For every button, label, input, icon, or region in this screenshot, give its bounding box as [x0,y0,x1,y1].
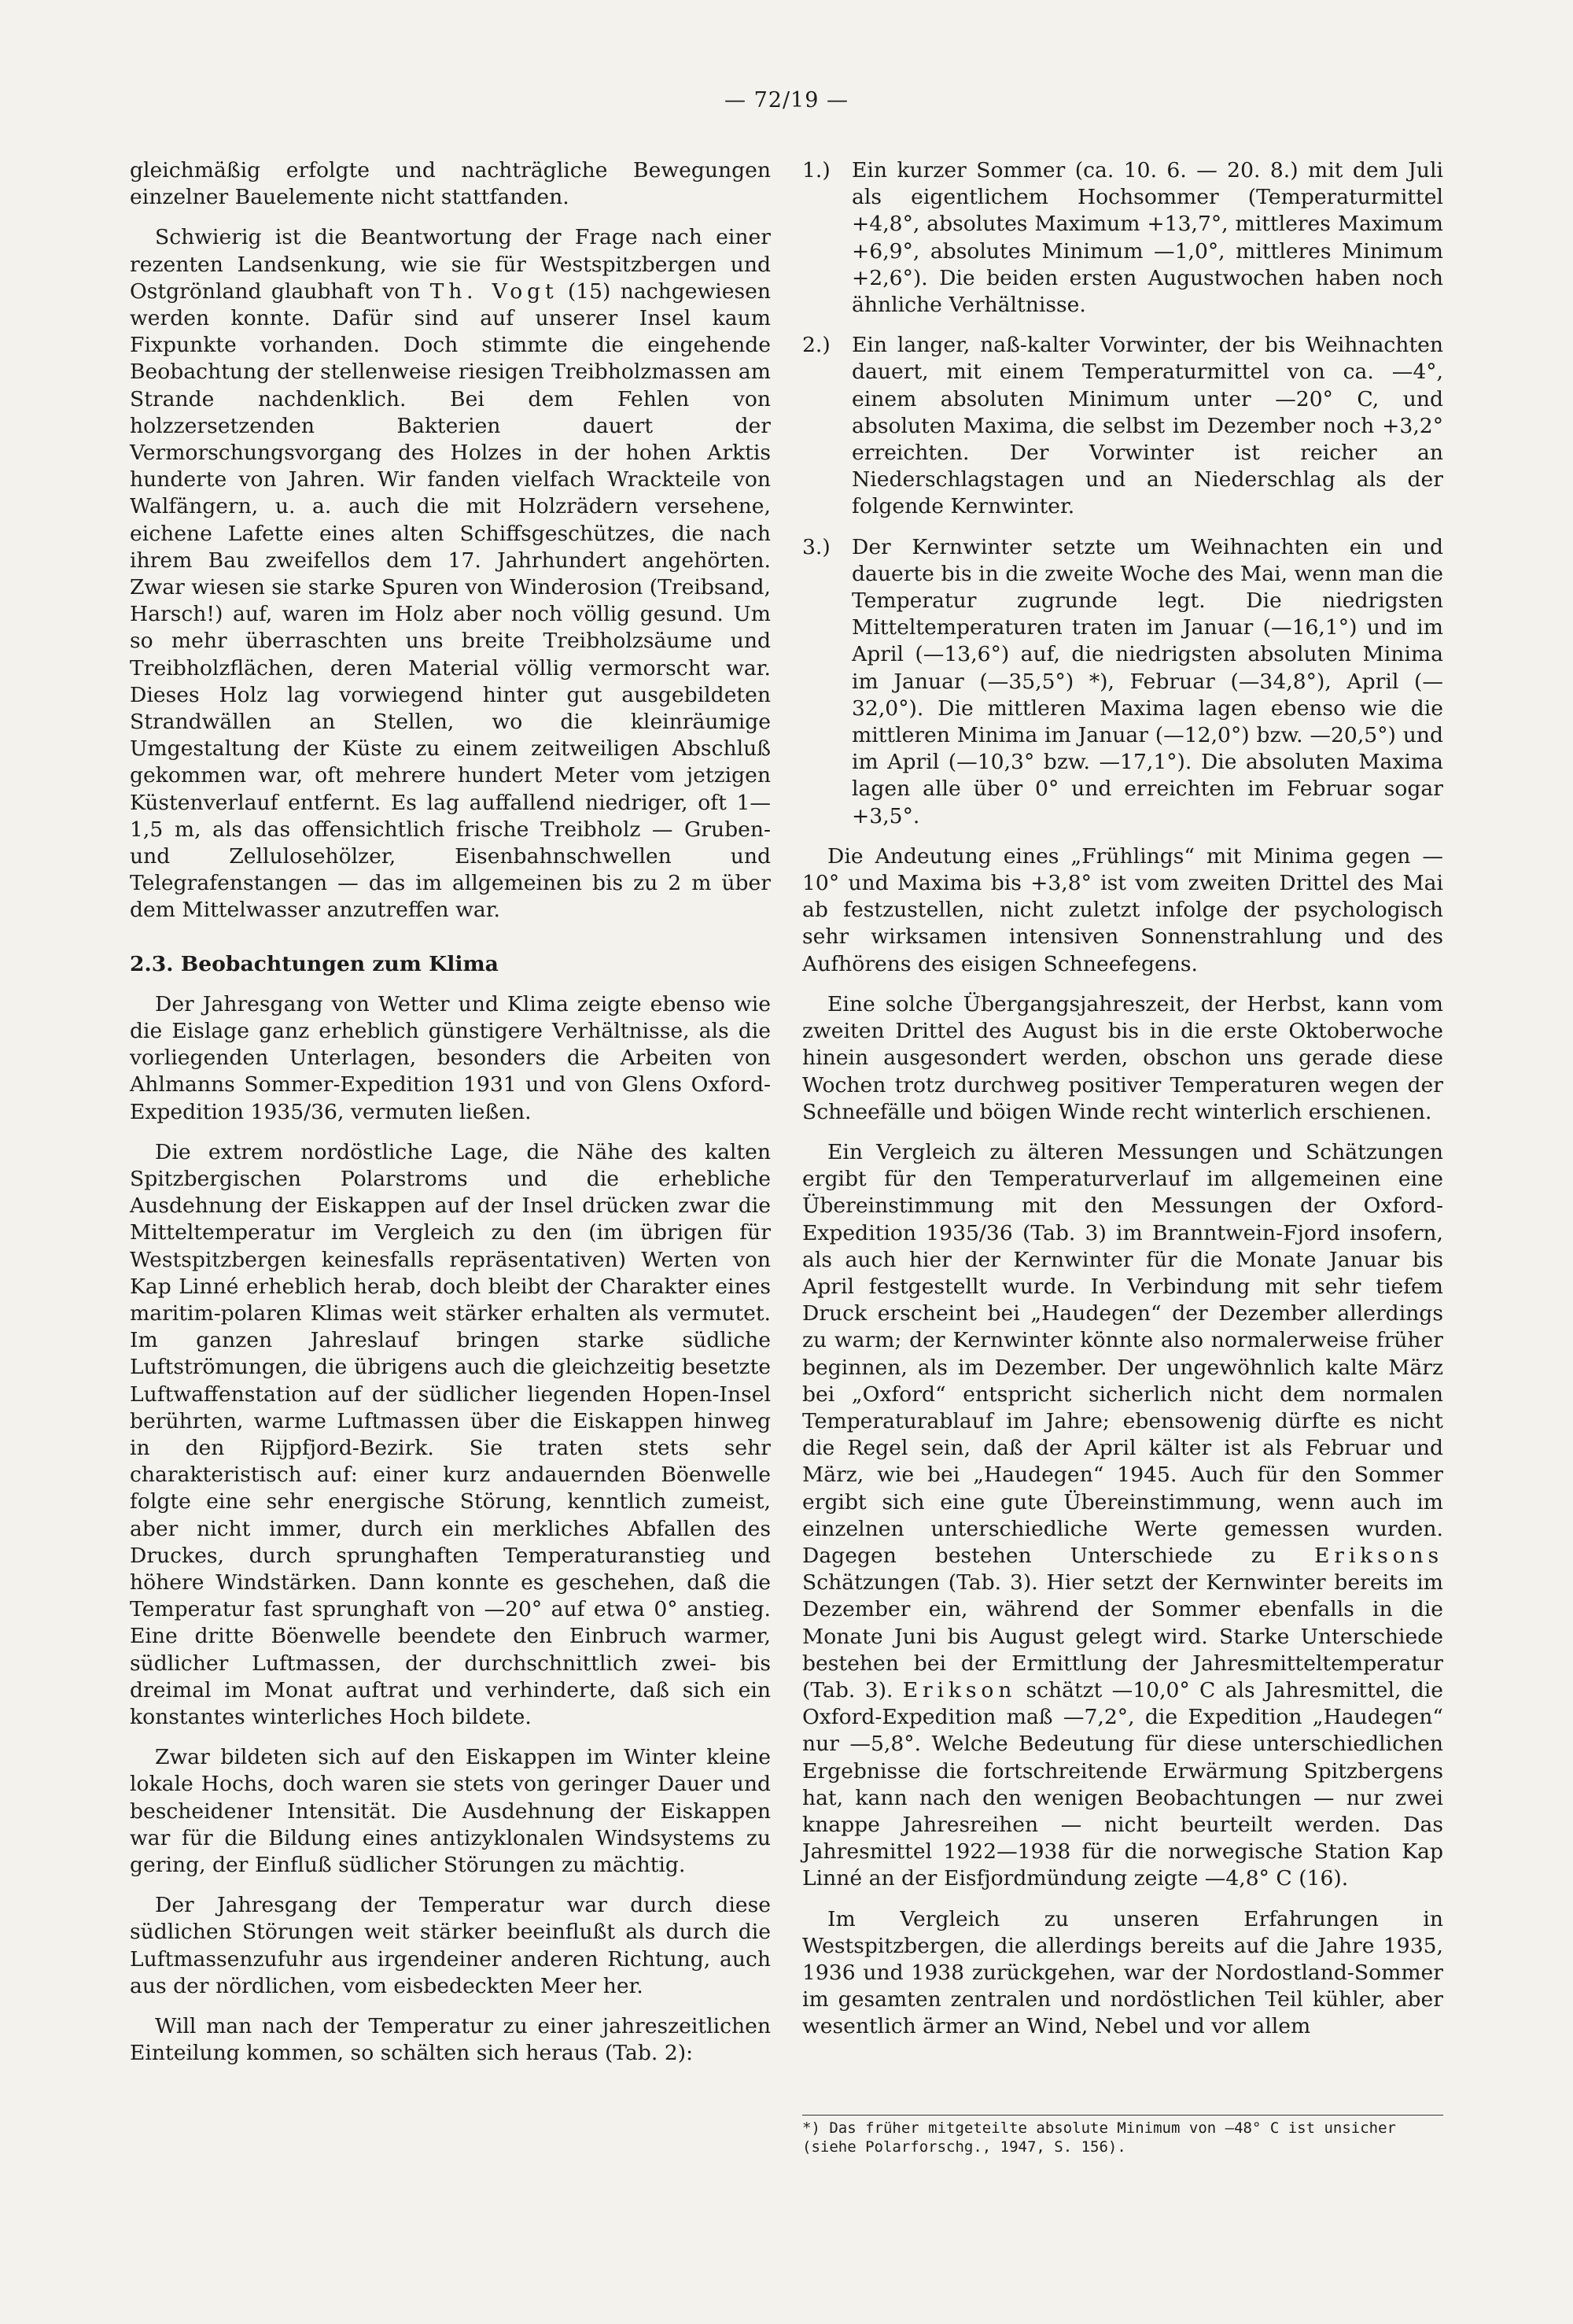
author-name: Erikson [902,1677,1017,1702]
author-name: Th. Vogt [429,279,558,304]
paragraph: Eine solche Übergangsjahreszeit, der Herbst, kann vom zweiten Drittel des August bis in die erste Oktoberwoche hinein ausgesondert werden, obschon uns gerade diese Wochen trotz durchweg positiver Temperaturen wegen der Schneefälle und böigen Winde recht winterlich erschienen. [802,991,1443,1124]
list-item [802,332,1443,520]
list-item [802,157,1443,319]
paragraph: Zwar bildeten sich auf den Eiskappen im Winter kleine lokale Hochs, doch waren sie stets von geringer Dauer und bescheidener Intensität. Die Ausdehnung der Eiskappen war für die Bildung eines antizyklonalen Windsystems zu gering, der Einfluß südlicher Störungen zu mächtig. [130,1745,771,1877]
list-number: 1.) [802,158,831,183]
page-number: — 72/19 — [724,88,849,113]
paragraph: Der Jahresgang von Wetter und Klima zeigte ebenso wie die Eislage ganz erheblich günstigere Verhältnisse, als die vorliegenden Unterlagen, besonders die Arbeiten von Ahlmanns Sommer-Expedition 1931 und von Glens Oxford-Expedition 1935/36, vermuten ließen. [130,991,771,1124]
list-number: 2.) [802,333,831,358]
list-text: Ein kurzer Sommer (ca. 10. 6. — 20. 8.) mit dem Juli als eigentlichem Hochsommer (Temperaturmittel +4,8°, absolutes Maximum +13,7°, mittleres Maximum +6,9°, absolutes Minimum —1,0°, mittleres Minimum +2,6°). Die beiden ersten Augustwochen haben noch ähnliche Verhältnisse. [852,158,1443,318]
list-number: 3.) [802,534,831,559]
paragraph: gleichmäßig erfolgte und nachträgliche Bewegungen einzelner Bauelemente nicht stattfanden. [130,158,771,210]
left-column [130,157,771,2080]
list-text: Ein langer, naß-kalter Vorwinter, der bis Weihnachten dauert, mit einem Temperaturmittel von ca. —4°, einem absoluten Minimum unter —20° C, und absoluten Maxima, die selbst im Dezember noch +3,2° erreichten. Der Vorwinter ist reicher an Niederschlagstagen und an Niederschlag als der folgende Kernwinter. [852,333,1443,519]
paragraph: Schwierig ist die Beantwortung der Frage nach einer rezenten Landsenkung, wie sie für Westspitzbergen und Ostgrönland glaubhaft von Th. Vogt (15) nachgewiesen werden konnte. Dafür sind auf unserer Insel kaum Fixpunkte vorhanden. Doch stimmte die eingehende Beobachtung der stellenweise riesigen Treibholzmassen am Strande nachdenklich. Bei dem Fehlen von holzzersetzenden Bakterien dauert der Vermorschungsvorgang des Holzes in der hohen Arktis hunderte von Jahren. Wir fanden vielfach Wrackteile von Walfängern, u. a. auch die mit Holzrädern versehene, eichene Lafette eines alten Schiffsgeschützes, die nach ihrem Bau zweifellos dem 17. Jahrhundert angehörten. Zwar wiesen sie starke Spuren von Winderosion (Treibsand, Harsch!) auf, waren im Holz aber noch völlig gesund. Um so mehr überraschten uns breite Treibholzsäume und Treibholzflächen, deren Material völlig vermorscht war. Dieses Holz lag vorwiegend hinter gut ausgebildeten Strandwällen an Stellen, wo die kleinräumige Umgestaltung der Küste zu einem zeitweiligen Abschluß gekommen war, oft mehrere hundert Meter vom jetzigen Küstenverlauf entfernt. Es lag auffallend niedriger, oft 1—1,5 m, als das offensichtlich frische Treibholz — Gruben- und Zellulosehölzer, Eisenbahnschwellen und Telegrafenstangen — das im allgemeinen bis zu 2 m über dem Mittelwasser anzutreffen war. [130,225,771,923]
paragraph: Ein Vergleich zu älteren Messungen und Schätzungen ergibt für den Temperaturverlauf im allgemeinen eine Übereinstimmung mit den Messungen der Oxford-Expedition 1935/36 (Tab. 3) im Branntwein-Fjord insofern, als auch hier der Kernwinter für die Monate Januar bis April festgestellt wurde. In Verbindung mit sehr tiefem Druck erscheint bei „Haudegen“ der Dezember allerdings zu warm; der Kernwinter könnte also normalerweise früher beginnen, als im Dezember. Der ungewöhnlich kalte März bei „Oxford“ entspricht sicherlich nicht dem normalen Temperaturablauf im Jahre; ebensowenig dürfte es nicht die Regel sein, daß der April kälter ist als Februar und März, wie bei „Haudegen“ 1945. Auch für den Sommer ergibt sich eine gute Übereinstimmung, wenn auch im einzelnen unterschiedliche Werte gemessen wurden. Dagegen bestehen Unterschiede zu Eriksons Schätzungen (Tab. 3). Hier setzt der Kernwinter bereits im Dezember ein, während der Sommer ebenfalls in die Monate Juni bis August gelegt wird. Starke Unterschiede bestehen bei der Ermittlung der Jahresmitteltemperatur (Tab. 3). Erikson schätzt —10,0° C als Jahresmittel, die Oxford-Expedition maß —7,2°, die Expedition „Haudegen“ nur —5,8°. Welche Bedeutung für diese unterschiedlichen Ergebnisse die fortschreitende Erwärmung Spitzbergens hat, kann nach den wenigen Beobachtungen — nur zwei knappe Jahresreihen — nicht beurteilt werden. Das Jahresmittel 1922—1938 für die norwegische Station Kap Linné an der Eisfjordmündung zeigte —4,8° C (16). [802,1139,1443,1891]
list-item [802,534,1443,830]
list-text: Der Kernwinter setzte um Weihnachten ein und dauerte bis in die zweite Woche des Mai, wenn man die Temperatur zugrunde legt. Die niedrigsten Mitteltemperaturen traten im Januar (—16,1°) und im April (—13,6°) auf, die niedrigsten absoluten Minima im Januar (—35,5°) *), Februar (—34,8°), April (—32,0°). Die mittleren Maxima lagen ebenso wie die mittleren Minima im Januar (—12,0°) bzw. —20,5°) und im April (—10,3° bzw. —17,1°). Die absoluten Maxima lagen alle über 0° und erreichten im Februar sogar +3,5°. [852,534,1443,828]
footnote: *) Das früher mitgeteilte absolute Minimum von —48° C ist unsicher (siehe Polarforschg., 1947, S. 156). [802,2115,1443,2156]
paragraph: Der Jahresgang der Temperatur war durch diese südlichen Störungen weit stärker beeinflußt als durch die Luftmassenzufuhr aus irgendeiner anderen Richtung, auch aus der nördlichen, vom eisbedeckten Meer her. [130,1893,771,1998]
paragraph: Die extrem nordöstliche Lage, die Nähe des kalten Spitzbergischen Polarstroms und die erhebliche Ausdehnung der Eiskappen auf der Insel drücken zwar die Mitteltemperatur im Vergleich zu den (im übrigen für Westspitzbergen keinesfalls repräsentativen) Werten von Kap Linné erheblich herab, doch bleibt der Charakter eines maritim-polaren Klimas weit stärker erhalten als vermutet. Im ganzen Jahreslauf bringen starke südliche Luftströmungen, die übrigens auch die gleichzeitig besetzte Luftwaffenstation auf der südlicher liegenden Hopen-Insel berührten, warme Luftmassen über die Eiskappen hinweg in den Rijpfjord-Bezirk. Sie traten stets sehr charakteristisch auf: einer kurz andauernden Böenwelle folgte eine sehr energische Störung, kenntlich zumeist, aber nicht immer, durch ein merkliches Abfallen des Druckes, durch sprunghaften Temperaturanstieg und höhere Windstärken. Dann konnte es geschehen, daß die Temperatur fast sprunghaft von —20° auf etwa 0° anstieg. Eine dritte Böenwelle beendete den Einbruch warmer, südlicher Luftmassen, der durchschnittlich zwei- bis dreimal im Monat auftrat und verhinderte, daß sich ein konstantes winterliches Hoch bildete. [130,1139,771,1729]
paragraph: Die Andeutung eines „Frühlings“ mit Minima gegen —10° und Maxima bis +3,8° ist vom zweiten Drittel des Mai ab festzustellen, nicht zuletzt infolge der psychologisch sehr wirksamen intensiven Sonnenstrahlung und des Aufhörens des eisigen Schneefegens. [802,843,1443,976]
author-name: Eriksons [1314,1543,1443,1568]
paragraph: Will man nach der Temperatur zu einer jahreszeitlichen Einteilung kommen, so schälten sich heraus (Tab. 2): [130,2014,771,2066]
paragraph: Im Vergleich zu unseren Erfahrungen in Westspitzbergen, die allerdings bereits auf die Jahre 1935, 1936 und 1938 zurückgehen, war der Nordostland-Sommer im gesamten zentralen und nordöstlichen Teil kühler, aber wesentlich ärmer an Wind, Nebel und vor allem [802,1906,1443,2039]
section-heading: 2.3. Beobachtungen zum Klima [130,951,499,976]
right-column [802,157,1443,2054]
